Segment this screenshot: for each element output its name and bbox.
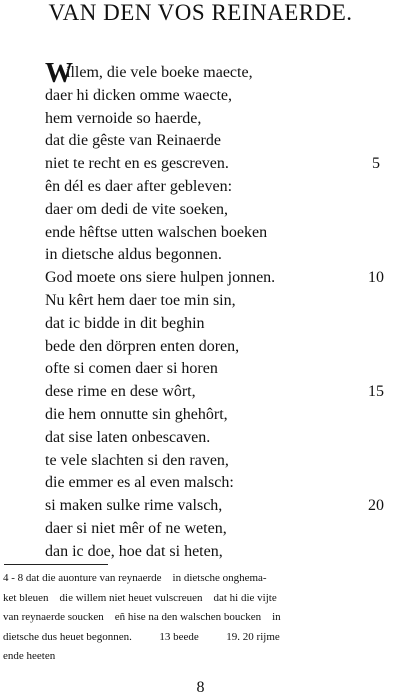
footnote-line: van reynaerde soucken eñ hise na den walschen boucken in <box>3 611 281 623</box>
verse-line: dese rime en dese wôrt, <box>45 383 196 401</box>
verse-line: dat sise laten onbescaven. <box>45 428 211 446</box>
line-number: 10 <box>368 269 384 287</box>
verse-line: die emmer es al even malsch: <box>45 474 234 492</box>
verse-line: in dietsche aldus begonnen. <box>45 246 222 264</box>
verse-line: ên dél es daer after gebleven: <box>45 178 233 195</box>
verse-line: si maken sulke rime valsch, <box>45 497 223 515</box>
verse-line: daer hi dicken omme waecte, <box>45 86 233 104</box>
verse-line: Nu kêrt hem daer toe min sin, <box>45 292 236 309</box>
verse-line: niet te recht en es gescreven. <box>45 155 229 173</box>
footnote-line: dietsche dus heuet begonnen. 13 beede 19. 20 rijme <box>3 630 280 643</box>
page-title: VAN DEN VOS REINAERDE. <box>48 0 353 25</box>
verse-line: die hem onnutte sin ghehôrt, <box>45 406 228 423</box>
verse-line: dat ic bidde in dit beghin <box>45 314 205 332</box>
verse-line: daer si niet mêr of ne weten, <box>45 520 227 537</box>
page-number: 8 <box>196 679 205 696</box>
verse-line: illem, die vele boeke maecte, <box>66 64 253 81</box>
verse-line: God moete ons siere hulpen jonnen. <box>45 269 276 287</box>
verse-line: hem vernoide so haerde, <box>45 109 202 127</box>
line-number: 5 <box>372 155 380 173</box>
verse-line: dan ic doe, hoe dat si heten, <box>45 542 223 560</box>
footnote-line: ket bleuen die willem niet heuet vulscreuen dat hi die vijte <box>3 591 277 604</box>
line-number: 15 <box>368 383 384 401</box>
verse-line: daer om dedi de vite soeken, <box>45 200 229 218</box>
verse-line: bede den dörpren enten doren, <box>45 337 240 355</box>
line-number: 20 <box>368 497 384 515</box>
verse-line: ende hêftse utten walschen boeken <box>45 223 268 241</box>
footnote-line: 4 - 8 dat die auonture van reynaerde in dietsche onghema- <box>3 572 267 584</box>
footnote-line: ende heeten <box>3 650 56 662</box>
footnote-rule <box>4 564 108 565</box>
verse-line: ofte si comen daer si horen <box>45 360 218 378</box>
verse-line: te vele slachten si den raven, <box>45 451 229 469</box>
drop-cap: W <box>45 58 73 89</box>
verse-line: dat die gêste van Reinaerde <box>45 132 221 150</box>
